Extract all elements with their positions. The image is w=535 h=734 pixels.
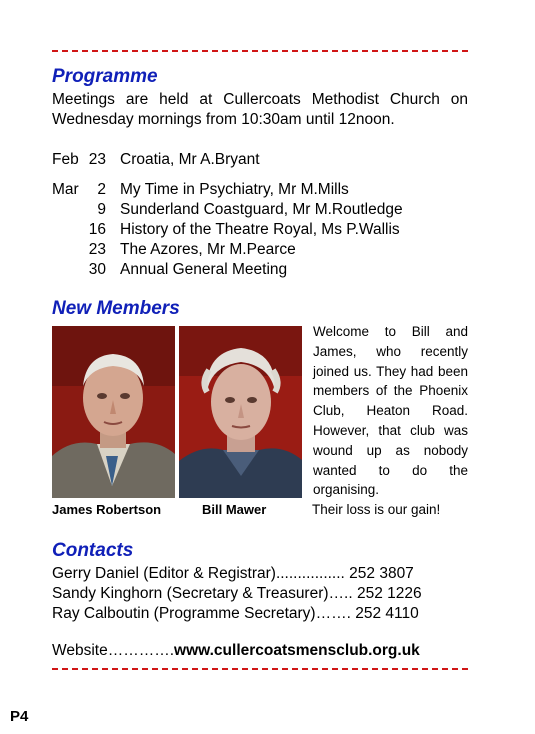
programme-row (52, 200, 403, 220)
photo-caption-bill: Bill Mawer (202, 502, 267, 517)
programme-talk: My Time in Psychiatry, Mr M.Mills (120, 181, 349, 198)
member-photo-james (52, 326, 175, 498)
programme-talk: Sunderland Coastguard, Mr M.Routledge (120, 201, 403, 218)
page-number: P4 (10, 708, 29, 725)
programme-talk: Annual General Meeting (120, 261, 288, 278)
programme-talk: Croatia, Mr A.Bryant (120, 151, 260, 168)
website-line (52, 642, 420, 660)
contacts-heading: Contacts (52, 540, 134, 561)
programme-day: 23 (88, 151, 106, 168)
programme-row (52, 220, 403, 240)
programme-row (52, 150, 260, 170)
programme-row (52, 180, 403, 200)
programme-day: 2 (97, 181, 106, 198)
contacts-list (52, 564, 422, 624)
top-divider (52, 50, 468, 52)
programme-day: 23 (88, 241, 106, 258)
website-url[interactable]: www.cullercoatsmensclub.org.uk (174, 642, 420, 659)
contact-row: Ray Calboutin (Programme Secretary)……. 252 4110 (52, 605, 419, 622)
programme-intro: Meetings are held at Cullercoats Methodist Church on Wednesday mornings from 10:30am until 12noon. (52, 91, 468, 128)
contact-row: Gerry Daniel (Editor & Registrar)................ 252 3807 (52, 565, 414, 582)
programme-month: Mar (52, 181, 79, 198)
contact-row: Sandy Kinghorn (Secretary & Treasurer)….. 252 1226 (52, 585, 422, 602)
bottom-divider (52, 668, 468, 670)
programme-talk: History of the Theatre Royal, Ms P.Wallis (120, 221, 400, 238)
programme-mar-list (52, 180, 403, 280)
programme-month: Feb (52, 151, 79, 168)
programme-day: 16 (88, 221, 106, 238)
photo-caption-james: James Robertson (52, 502, 162, 517)
programme-heading: Programme (52, 66, 158, 87)
welcome-paragraph: Welcome to Bill and James, who recently joined us. They had been members of the Phoenix Club, Heaton Road. However, that club was wound up as nobody wanted to do the organising. (313, 324, 468, 498)
member-photo-bill (179, 326, 302, 498)
programme-talk: The Azores, Mr M.Pearce (120, 241, 296, 258)
website-label: Website…………. (52, 642, 175, 659)
programme-row (52, 240, 403, 260)
programme-day: 9 (97, 201, 106, 218)
welcome-tagline: Their loss is our gain! (312, 502, 441, 517)
programme-day: 30 (88, 261, 106, 278)
programme-row (52, 260, 403, 280)
new-members-heading: New Members (52, 298, 180, 319)
programme-feb-list (52, 150, 260, 170)
